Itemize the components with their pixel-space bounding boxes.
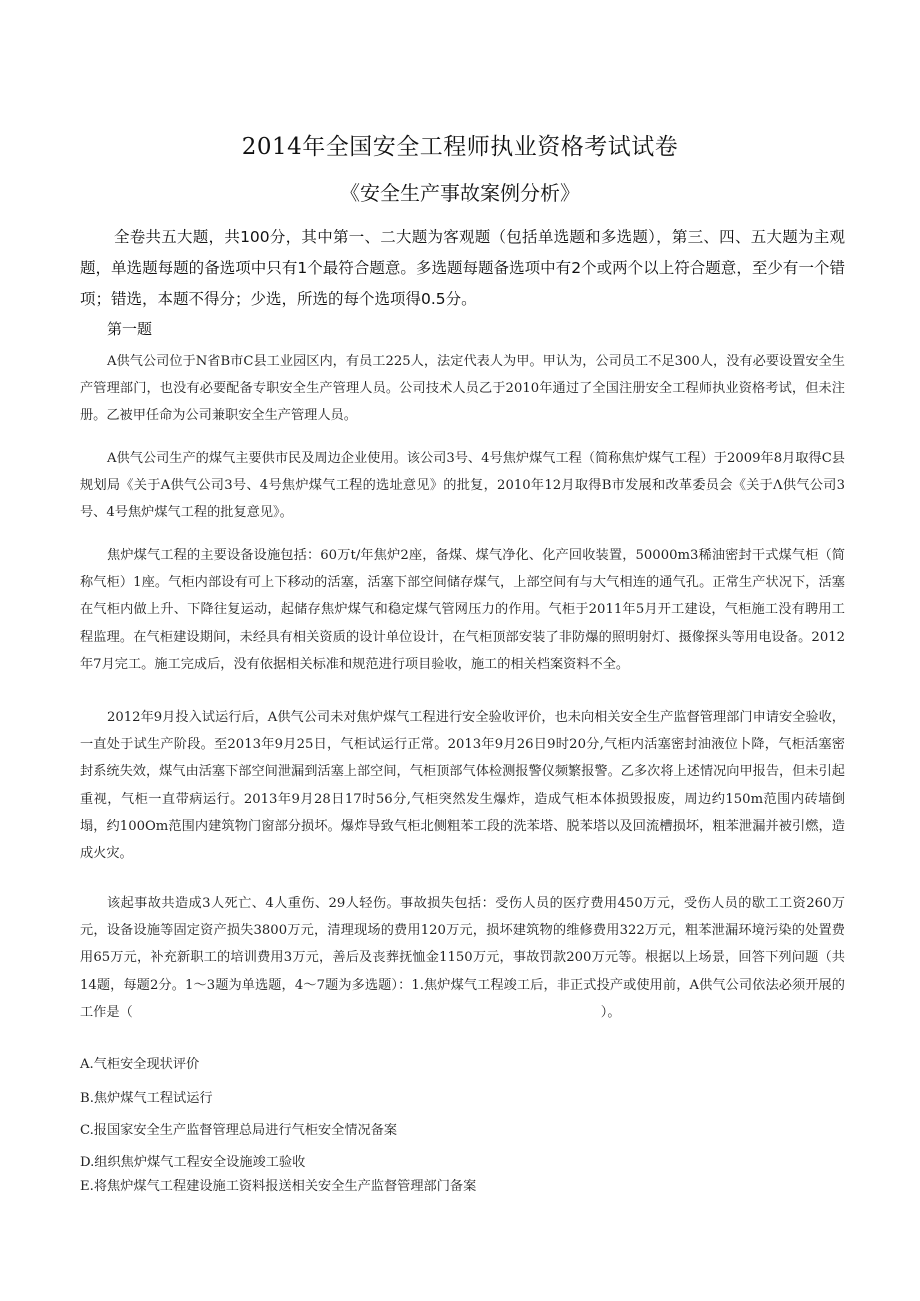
case-paragraph-question: [80, 890, 845, 1026]
answer-option-a: A.气柜安全现状评价: [80, 1057, 200, 1072]
question-text: 该起事故共造成3人死亡、4人重伤、29人轻伤。事故损失包括：受伤人员的医疗费用450万元，受伤人员的歇工工资260万元，设备设施等固定资产损失3800万元，清理现场的费用120万元，损坏建筑物的维修费用322万元，粗苯泄漏环境污染的处置费用65万元，补充新职工的培训费用3万元，善后及丧葬抚恤金1150万元，事故罚款200万元等。根据以上场景，回答下列问题（共14题，每题2分。1〜3题为单选题，4〜7题为多选题）：1.焦炉煤气工程竣工后，非正式投产或使用前，A供气公司依法必须开展的工作是（: [80, 896, 845, 1020]
case-paragraph: A供气公司位于N省B市C县工业园区内，有员工225人，法定代表人为甲。甲认为，公司员工不足300人，没有必要设置安全生产管理部门，也没有必要配备专职安全生产管理人员。公司技术人员乙于2010年通过了全国注册安全工程师执业资格考试，但未注册。乙被甲任命为公司兼职安全生产管理人员。: [80, 354, 845, 424]
answer-option-b: B.焦炉煤气工程试运行: [80, 1091, 213, 1106]
question-end: ）。: [600, 1004, 621, 1020]
answer-option-e: E.将焦炉煤气工程建设施工资料报送相关安全生产监督管理部门备案: [80, 1179, 477, 1194]
document-title: 2014年全国安全工程师执业资格考试试卷: [241, 134, 679, 160]
case-paragraph: 焦炉煤气工程的主要设备设施包括：60万t/年焦炉2座，备煤、煤气净化、化产回收装置，50000m3稀油密封干式煤气柜（简称气柜）1座。气柜内部设有可上下移动的活塞，活塞下部空间储存煤气，上部空间有与大气相连的通气孔。正常生产状况下，活塞在气柜内做上升、下降往复运动，起储存焦炉煤气和稳定煤气管网压力的作用。气柜于2011年5月开工建设，气柜施工没有聘用工程监理。在气柜建设期间，未经具有相关资质的设计单位设计，在气柜顶部安装了非防爆的照明射灯、摄像探头等用电设备。2012年7月完工。施工完成后，没有依据相关标准和规范进行项目验收，施工的相关档案资料不全。: [80, 548, 845, 672]
document-subtitle: 《安全生产事故案例分析》: [340, 181, 580, 205]
case-paragraph: 2012年9月投入试运行后，A供气公司未对焦炉煤气工程进行安全验收评价，也未向相关安全生产监督管理部门申请安全验收，一直处于试生产阶段。至2013年9月25日，气柜试运行正常。2013年9月26日9时20分,气柜内活塞密封油液位卜降，气柜活塞密封系统失效，煤气由活塞下部空间泄漏到活塞上部空间，气柜顶部气体检测报警仪频繁报警。乙多次将上述情况向甲报告，但未引起重视，气柜一直带病运行。2013年9月28日17时56分,气柜突然发生爆炸，造成气柜本体损毁报废，周边约150m范围内砖墙倒塌，约100Om范围内建筑物门窗部分损坏。爆炸导致气柜北侧粗苯工段的洗苯塔、脱苯塔以及回流槽损坏，粗苯泄漏并被引燃，造成火灾。: [80, 710, 845, 862]
answer-option-c: C.报国家安全生产监督管理总局进行气柜安全情况备案: [80, 1123, 398, 1138]
case-paragraph: A供气公司生产的煤气主要供市民及周边企业使用。该公司3号、4号焦炉煤气工程（简称焦炉煤气工程）于2009年8月取得C县规划局《关于A供气公司3号、4号焦炉煤气工程的选址意见》的批复，2010年12月取得B市发展和改革委员会《关于Λ供气公司3号、4号焦炉煤气工程的批复意见》。: [80, 451, 845, 521]
section-heading: 第一题: [107, 320, 153, 338]
exam-instructions: 全卷共五大题，共100分，其中第一、二大题为客观题（包括单选题和多选题），第三、四、五大题为主观题，单选题每题的备选项中只有1个最符合题意。多选题每题备选项中有2个或两个以上符合题意，至少有一个错项；错选，本题不得分；少选，所选的每个选项得0.5分。: [80, 228, 845, 308]
answer-option-d: D.组织焦炉煤气工程安全设施竣工验收: [80, 1155, 306, 1170]
